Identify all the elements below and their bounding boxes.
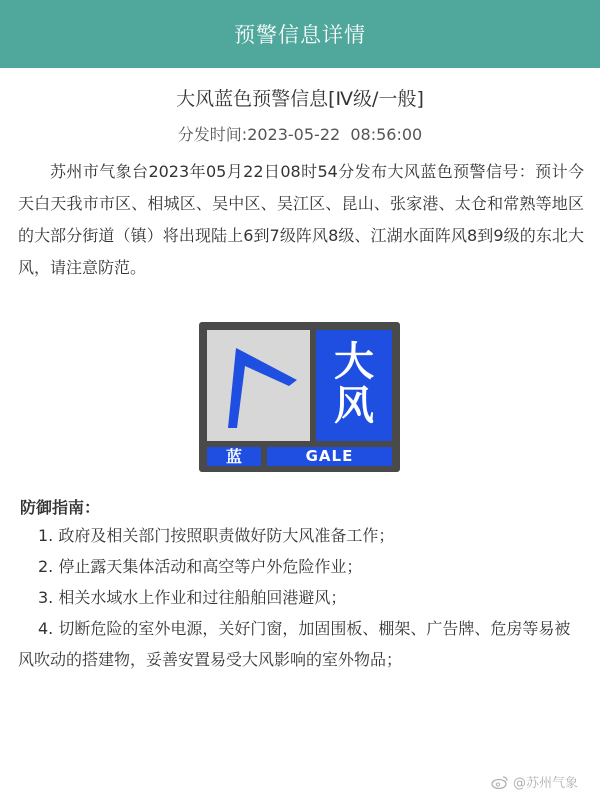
warning-char-2: 风	[334, 383, 374, 429]
issue-time-label: 分发时间:	[177, 125, 248, 144]
warning-level-label: 蓝	[207, 447, 261, 466]
warning-title: 大风蓝色预警信息[Ⅳ级/一般]	[176, 88, 424, 110]
page-title: 预警信息详情	[234, 23, 366, 47]
guide-item: 2. 停止露天集体活动和高空等户外危险作业；	[38, 557, 363, 576]
wind-flag-icon	[207, 330, 310, 441]
weibo-icon	[491, 775, 509, 789]
warning-body: 苏州市气象台2023年05月22日08时54分发布大风蓝色预警信号：预计今天白天我市市区、相城区、吴中区、吴江区、昆山、张家港、太仓和常熟等地区的大部分街道（镇）将出现陆上6到7级阵风8级、江湖水面阵风8到9级的东北大风，请注意防范。	[18, 162, 584, 277]
issue-time	[0, 122, 600, 145]
warning-type-chars	[316, 330, 392, 441]
guide-list	[18, 520, 584, 675]
guide-item: 1. 政府及相关部门按照职责做好防大风准备工作；	[38, 526, 395, 545]
gale-warning-badge	[199, 322, 400, 472]
watermark-text: @苏州气象	[512, 776, 578, 791]
warning-name-label: GALE	[267, 447, 392, 466]
issue-time-value: 2023-05-22 08:56:00	[247, 125, 423, 144]
guide-item: 4. 切断危险的室外电源，关好门窗，加固围板、棚架、广告牌、危房等易被风吹动的搭建物，妥善安置易受大风影响的室外物品；	[18, 619, 571, 669]
warning-char-1: 大	[334, 339, 374, 385]
guide-title: 防御指南：	[20, 498, 101, 517]
watermark	[491, 772, 578, 791]
guide-item: 3. 相关水域水上作业和过往船舶回港避风；	[38, 588, 347, 607]
header-bar	[0, 0, 600, 68]
